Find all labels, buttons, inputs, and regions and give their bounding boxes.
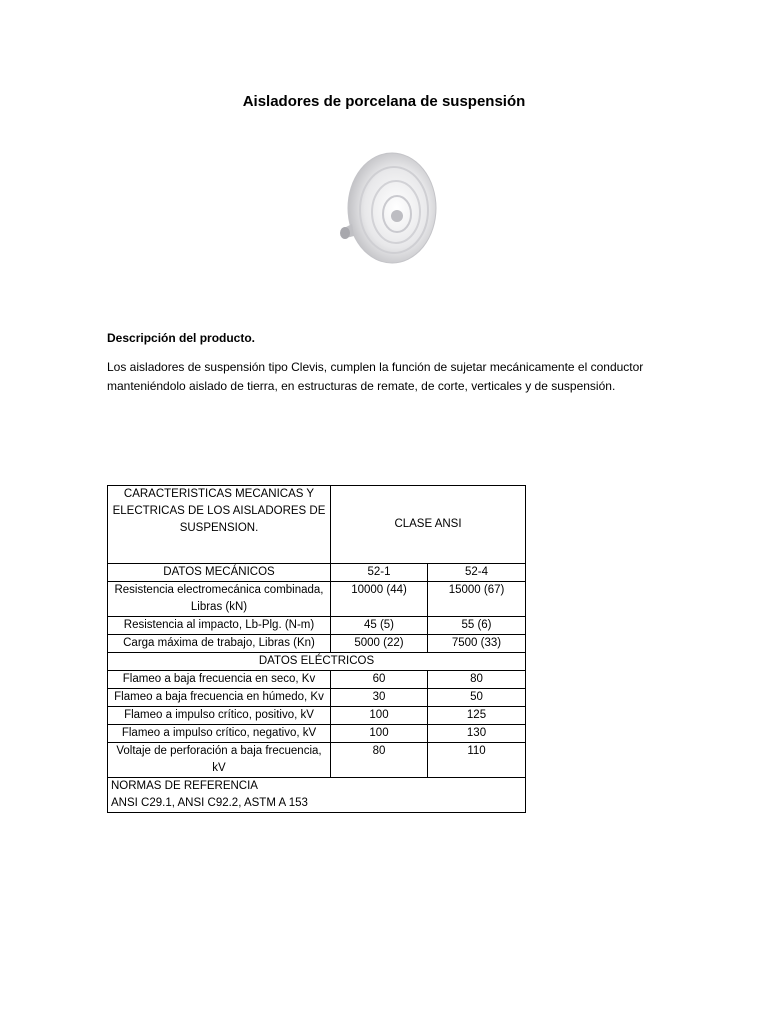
table-row — [108, 617, 526, 635]
row-value-2: 80 — [428, 671, 526, 689]
elec-header: DATOS ELÉCTRICOS — [108, 653, 526, 671]
row-label: Flameo a impulso crítico, positivo, kV — [108, 707, 331, 725]
mech-header-col1: 52-1 — [331, 564, 428, 582]
row-label: Voltaje de perforación a baja frecuencia, kV — [108, 743, 331, 778]
row-value-1: 80 — [331, 743, 428, 778]
row-value-1: 10000 (44) — [331, 582, 428, 617]
spec-table — [107, 485, 526, 813]
table-row — [108, 743, 526, 778]
row-label: Flameo a baja frecuencia en seco, Kv — [108, 671, 331, 689]
row-value-1: 100 — [331, 707, 428, 725]
row-label: Flameo a impulso crítico, negativo, kV — [108, 725, 331, 743]
description-text: Los aisladores de suspensión tipo Clevis, cumplen la función de sujetar mecánicamente el conductor manteniéndolo aislado de tierra, en estructuras de remate, de corte, verticales y de suspensión. — [107, 360, 644, 393]
row-value-2: 15000 (67) — [428, 582, 526, 617]
table-row — [108, 635, 526, 653]
row-label: Resistencia al impacto, Lb-Plg. (N-m) — [108, 617, 331, 635]
row-value-1: 5000 (22) — [331, 635, 428, 653]
table-row — [108, 689, 526, 707]
row-label: Carga máxima de trabajo, Libras (Kn) — [108, 635, 331, 653]
table-header-left: CARACTERISTICAS MECANICAS Y ELECTRICAS DE LOS AISLADORES DE SUSPENSION. — [108, 486, 331, 564]
page-title: Aisladores de porcelana de suspensión — [242, 93, 526, 110]
row-value-1: 60 — [331, 671, 428, 689]
section-heading: Descripción del producto. — [107, 331, 256, 345]
row-value-1: 45 (5) — [331, 617, 428, 635]
table-row — [108, 707, 526, 725]
norms-cell — [108, 778, 526, 813]
row-value-2: 130 — [428, 725, 526, 743]
row-value-2: 50 — [428, 689, 526, 707]
insulator-image — [330, 150, 440, 270]
norms-text: ANSI C29.1, ANSI C92.2, ASTM A 153 — [111, 797, 308, 809]
table-row — [108, 671, 526, 689]
mech-header-label: DATOS MECÁNICOS — [108, 564, 331, 582]
table-row — [108, 725, 526, 743]
mech-header-col2: 52-4 — [428, 564, 526, 582]
row-value-2: 55 (6) — [428, 617, 526, 635]
norms-title: NORMAS DE REFERENCIA — [111, 780, 258, 792]
row-value-1: 30 — [331, 689, 428, 707]
row-label: Resistencia electromecánica combinada, Libras (kN) — [108, 582, 331, 617]
row-value-1: 100 — [331, 725, 428, 743]
table-row — [108, 582, 526, 617]
table-header-right: CLASE ANSI — [331, 486, 526, 564]
row-value-2: 125 — [428, 707, 526, 725]
row-value-2: 110 — [428, 743, 526, 778]
row-label: Flameo a baja frecuencia en húmedo, Kv — [108, 689, 331, 707]
row-value-2: 7500 (33) — [428, 635, 526, 653]
